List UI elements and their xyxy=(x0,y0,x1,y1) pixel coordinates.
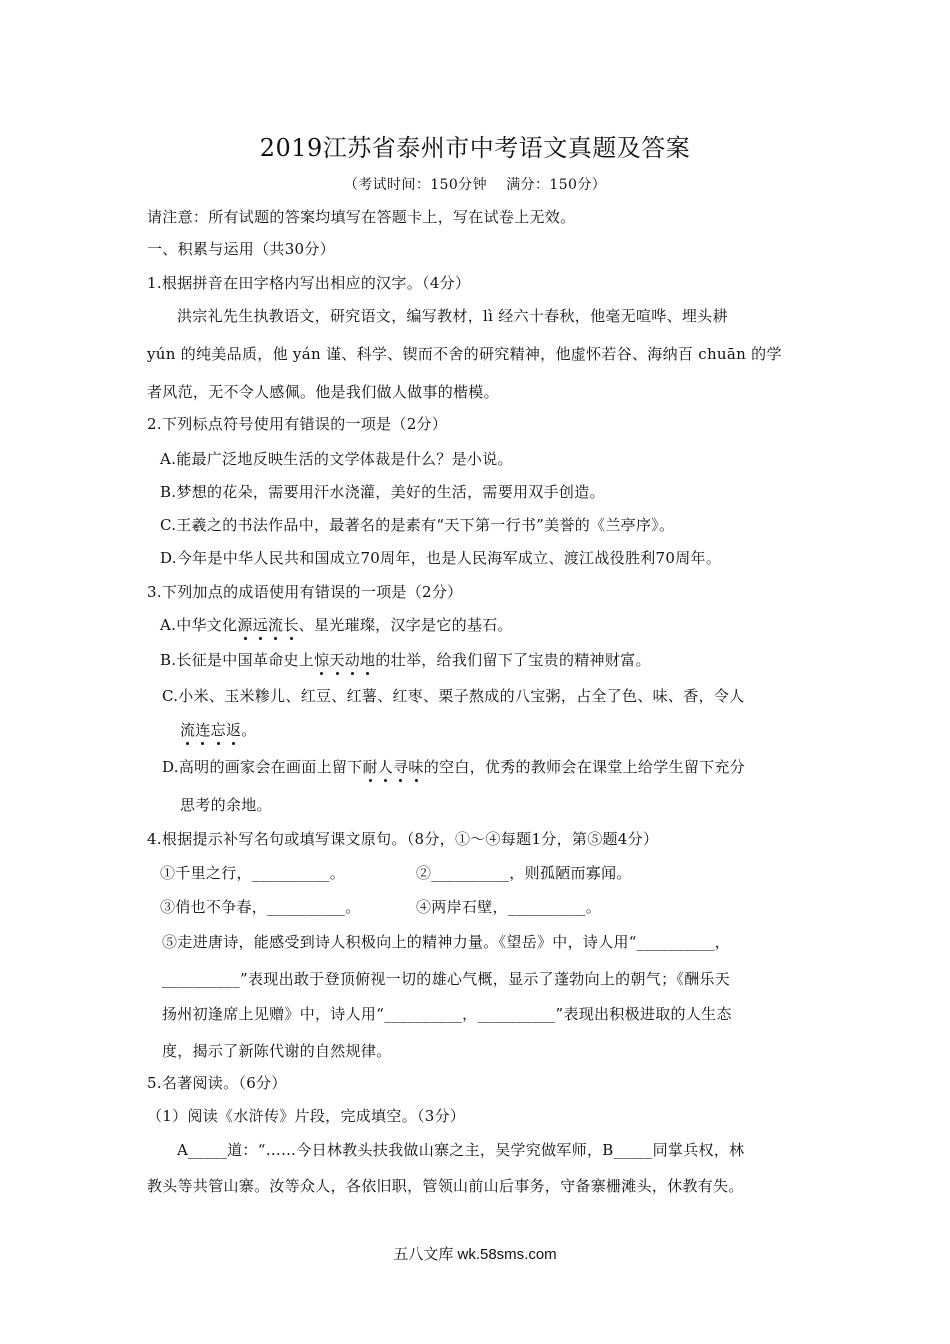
option-text: B.长征是中国革命史上 xyxy=(160,651,315,669)
question-4-item-3: ③俏也不争春，__________。 xyxy=(160,898,361,916)
dotted-char: 远 xyxy=(252,616,269,634)
question-3-stem: 3.下列加点的成语使用有错误的一项是（2分） xyxy=(147,583,463,601)
question-4-stem: 4.根据提示补写名句或填写课文原句。（8分，①～④每题1分，第⑤题4分） xyxy=(147,830,659,848)
option-text: 的壮举，给我们留下了宝贵的精神财富。 xyxy=(375,651,651,669)
dotted-char: 天 xyxy=(329,651,345,669)
dotted-char: 长 xyxy=(283,616,299,634)
question-2-option-b: B.梦想的花朵，需要用汗水浇灌，美好的生活，需要用双手创造。 xyxy=(160,483,605,501)
notice: 请注意：所有试题的答案均填写在答题卡上，写在试卷上无效。 xyxy=(147,208,576,226)
question-3-option-c-cont xyxy=(180,719,257,741)
option-text: A.中华文化 xyxy=(160,616,238,634)
dotted-char: 寻 xyxy=(393,758,409,776)
dotted-char: 人 xyxy=(377,758,394,776)
dotted-char: 忘 xyxy=(210,721,226,739)
option-text: D.高明的画家会在画面上留下 xyxy=(162,758,363,776)
question-4-item-5-cont: 度，揭示了新陈代谢的自然规律。 xyxy=(162,1042,392,1060)
question-2-option-c: C.王羲之的书法作品中，最著名的是素有“天下第一行书”美誉的《兰亭序》。 xyxy=(160,516,675,534)
dotted-char: 连 xyxy=(195,721,211,739)
question-3-option-b xyxy=(160,649,651,671)
dotted-char: 源 xyxy=(237,616,253,634)
question-5-passage-line: 教头等共管山寨。汝等众人，各依旧职，管领山前山后事务，守备寨栅滩头，休教有失。 xyxy=(147,1177,744,1195)
dotted-char: 耐 xyxy=(362,758,378,776)
question-3-option-d-cont: 思考的余地。 xyxy=(180,796,272,814)
section-heading: 一、积累与运用（共30分） xyxy=(147,240,335,258)
question-4-item-1: ①千里之行，__________。 xyxy=(160,864,346,882)
question-4-item-5-cont: 扬州初逢席上见赠》中，诗人用“__________，__________”表现出积极进取的人生态 xyxy=(162,1005,732,1023)
question-3-option-d xyxy=(162,756,745,778)
option-text: 。 xyxy=(241,721,257,739)
question-5-sub-1: （1）阅读《水浒传》片段，完成填空。（3分） xyxy=(147,1107,466,1125)
question-4-item-2: ②__________，则孤陋而寡闻。 xyxy=(416,864,632,882)
option-text: 、星光璀璨，汉字是它的基石。 xyxy=(298,616,513,634)
dotted-char: 返 xyxy=(225,721,242,739)
question-5-passage-line: A_____道：“……今日林教头扶我做山寨之主，吴学究做军师，B_____同掌兵权，林 xyxy=(177,1141,745,1159)
question-3-option-c: C.小米、玉米糁儿、红豆、红薯、红枣、栗子熬成的八宝粥，占全了色、味、香，令人 xyxy=(162,687,745,705)
dotted-char: 动 xyxy=(344,651,361,669)
footer-watermark: 五八文库 wk.58sms.com xyxy=(393,1246,557,1263)
question-3-option-a xyxy=(160,614,513,636)
question-4-item-4: ④两岸石壁，__________。 xyxy=(416,898,602,916)
question-2-stem: 2.下列标点符号使用有错误的一项是（2分） xyxy=(147,415,448,433)
exam-info: （考试时间：150分钟 满分：150分） xyxy=(343,177,607,193)
option-text: 的空白，优秀的教师会在课堂上给学生留下充分 xyxy=(423,758,746,776)
question-4-item-5-cont: __________”表现出敢于登顶俯视一切的雄心气概，显示了蓬勃向上的朝气；《酬乐天 xyxy=(162,970,731,988)
question-1-passage-line: 洪宗礼先生执教语文，研究语文，编写教材，lì 经六十春秋，他毫无喧哗、埋头耕 xyxy=(177,307,728,325)
question-5-stem: 5.名著阅读。（6分） xyxy=(147,1074,287,1092)
dotted-char: 地 xyxy=(360,651,376,669)
page-title: 2019江苏省泰州市中考语文真题及答案 xyxy=(259,134,691,162)
question-1-stem: 1.根据拼音在田字格内写出相应的汉字。（4分） xyxy=(147,274,471,292)
dotted-char: 流 xyxy=(268,616,284,634)
question-1-passage-line: yún 的纯美品质，他 yán 谨、科学、锲而不舍的研究精神，他虚怀若谷、海纳百 chuān 的学 xyxy=(147,345,782,363)
dotted-char: 味 xyxy=(408,758,424,776)
dotted-char: 惊 xyxy=(314,651,330,669)
dotted-char: 流 xyxy=(180,721,196,739)
question-4-item-5: ⑤走进唐诗，能感受到诗人积极向上的精神力量。《望岳》中，诗人用“__________， xyxy=(162,933,731,951)
question-2-option-a: A.能最广泛地反映生活的文学体裁是什么？是小说。 xyxy=(160,450,513,468)
question-2-option-d: D.今年是中华人民共和国成立70周年，也是人民海军成立、渡江战役胜利70周年。 xyxy=(160,549,722,567)
question-1-passage-line: 者风范，无不令人感佩。他是我们做人做事的楷模。 xyxy=(147,383,499,401)
